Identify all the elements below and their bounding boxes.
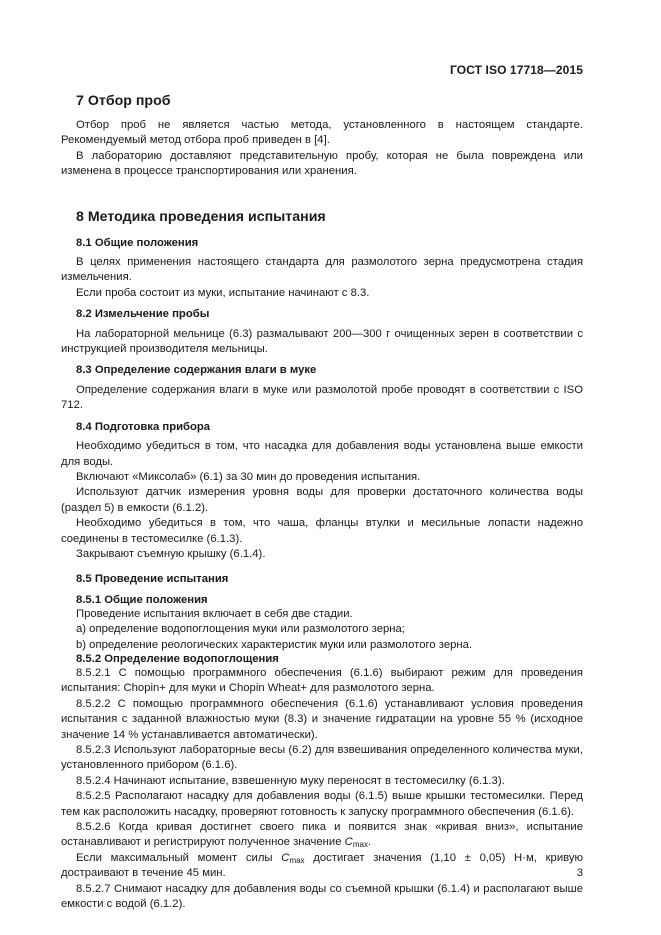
section-8-4-title: 8.4 Подготовка прибора [76,420,211,433]
cmax-subscript: max [352,840,368,850]
s851-item-a: a) определение водопоглощения муки или размолотого зерна; [76,623,405,636]
s84-paragraph-4: Необходимо убедиться в том, что чаша, фланцы втулки и месильные лопасти надежно соединены в тестомесилке (6.1.3). [61,517,583,545]
page-content [61,92,583,912]
section-8-5-1-title: 8.5.1 Общие положения [76,593,208,606]
s8521-paragraph: 8.5.2.1 С помощью программного обеспечения (6.1.6) выбирают режим для проведения испытания: Chopin+ для муки и Chopin Wheat+ для размолотого зерна. [61,666,583,695]
standard-header: ГОСТ ISO 17718—2015 [450,63,583,77]
section-8-2-title: 8.2 Измельчение пробы [76,308,210,321]
s83-paragraph-1: Определение содержания влаги в муке или размолотой пробе проводят в соответствии с ISO 712. [61,383,583,412]
s7-paragraph-1: Отбор проб не является частью метода, установленного в настоящем стандарте. Рекомендуемый метод отбора проб приведен в [4]. [61,119,583,147]
s84-paragraph-1: Необходимо убедиться в том, что насадка для добавления воды установлена выше емкости для воды. [61,440,583,468]
s81-paragraph-1: В целях применения настоящего стандарта для размолотого зерна предусмотрена стадия измельчения. [61,256,583,284]
s8526-paragraph: 8.5.2.6 Когда кривая достигнет своего пика и появится знак «кривая вниз», испытание останавливают и регистрируют полученное значение $C_{max}$. [61,821,583,850]
s84-paragraph-3: Используют датчик измерения уровня воды для проверки достаточного количества воды (раздел 5) в емкости (6.1.2). [61,486,583,514]
s8524-paragraph: 8.5.2.4 Начинают испытание, взвешенную муку переносят в тестомесилку (6.1.3). [76,774,505,787]
cmax-subscript-2: max [289,855,305,865]
s81-paragraph-2: Если проба состоит из муки, испытание начинают с 8.3. [76,286,370,299]
section-8-title: 8 Методика проведения испытания [76,208,326,225]
s84-paragraph-2: Включают «Микcолаб» (6.1) за 30 мин до проведения испытания. [76,470,421,483]
s8523-paragraph: 8.5.2.3 Используют лабораторные весы (6.2) для взвешивания определенного количества муки, установленного прибором (6.1.6). [61,744,583,772]
cmax-symbol-2: C [281,851,290,864]
section-8-1-title: 8.1 Общие положения [76,236,199,249]
s8525-paragraph: 8.5.2.5 Располагают насадку для добавления воды (6.1.5) выше крышки тестомесилки. Перед тем как расположить насадку, проверяют готовность к запуску программного обеспечения (6.1.6). [61,790,583,818]
s8526-continuation: Если максимальный момент силы $C_{max}$ достигает значения (1,10 ± 0,05) Н·м, кривую достраивают в течение 45 мин. [61,851,584,880]
s8526-text: 8.5.2.6 Когда кривая достигнет своего пика и появится знак «кривая вниз», испытание останавливают и регистрируют полученное значение [61,821,583,849]
section-8-3-title: 8.3 Определение содержания влаги в муке [76,364,317,377]
s851-item-b: b) определение реологических характеристик муки или размолотого зерна. [76,638,473,651]
s851-paragraph: Проведение испытания включает в себя две стадии. [76,607,353,620]
page-number: 3 [576,867,583,879]
s8527-paragraph: 8.5.2.7 Снимают насадку для добавления воды со съемной крышки (6.1.4) и располагают выше емкости с водой (6.1.2). [61,882,583,911]
section-8-5-title: 8.5 Проведение испытания [76,573,229,586]
s82-paragraph-1: На лабораторной мельнице (6.3) размалывают 200—300 г очищенных зерен в соответствии с инструкцией производителя мельницы. [61,327,583,356]
cmax-symbol: C [344,836,353,849]
section-7-title: 7 Отбор проб [76,93,171,109]
section-8-5-2-title: 8.5.2 Определение водопоглощения [76,652,279,665]
s84-paragraph-5: Закрывают съемную крышку (6.1.4). [76,547,266,560]
s8522-paragraph: 8.5.2.2 С помощью программного обеспечения (6.1.6) устанавливают условия проведения испытания с заданной влажностью муки (8.3) и значение гидратации на уровне 55 % (исходное значение 14 % устанавливается автоматически). [61,697,583,741]
s7-paragraph-2: В лабораторию доставляют представительную пробу, которая не была повреждена или изменена в процессе транспортирования или хранения. [61,149,583,178]
